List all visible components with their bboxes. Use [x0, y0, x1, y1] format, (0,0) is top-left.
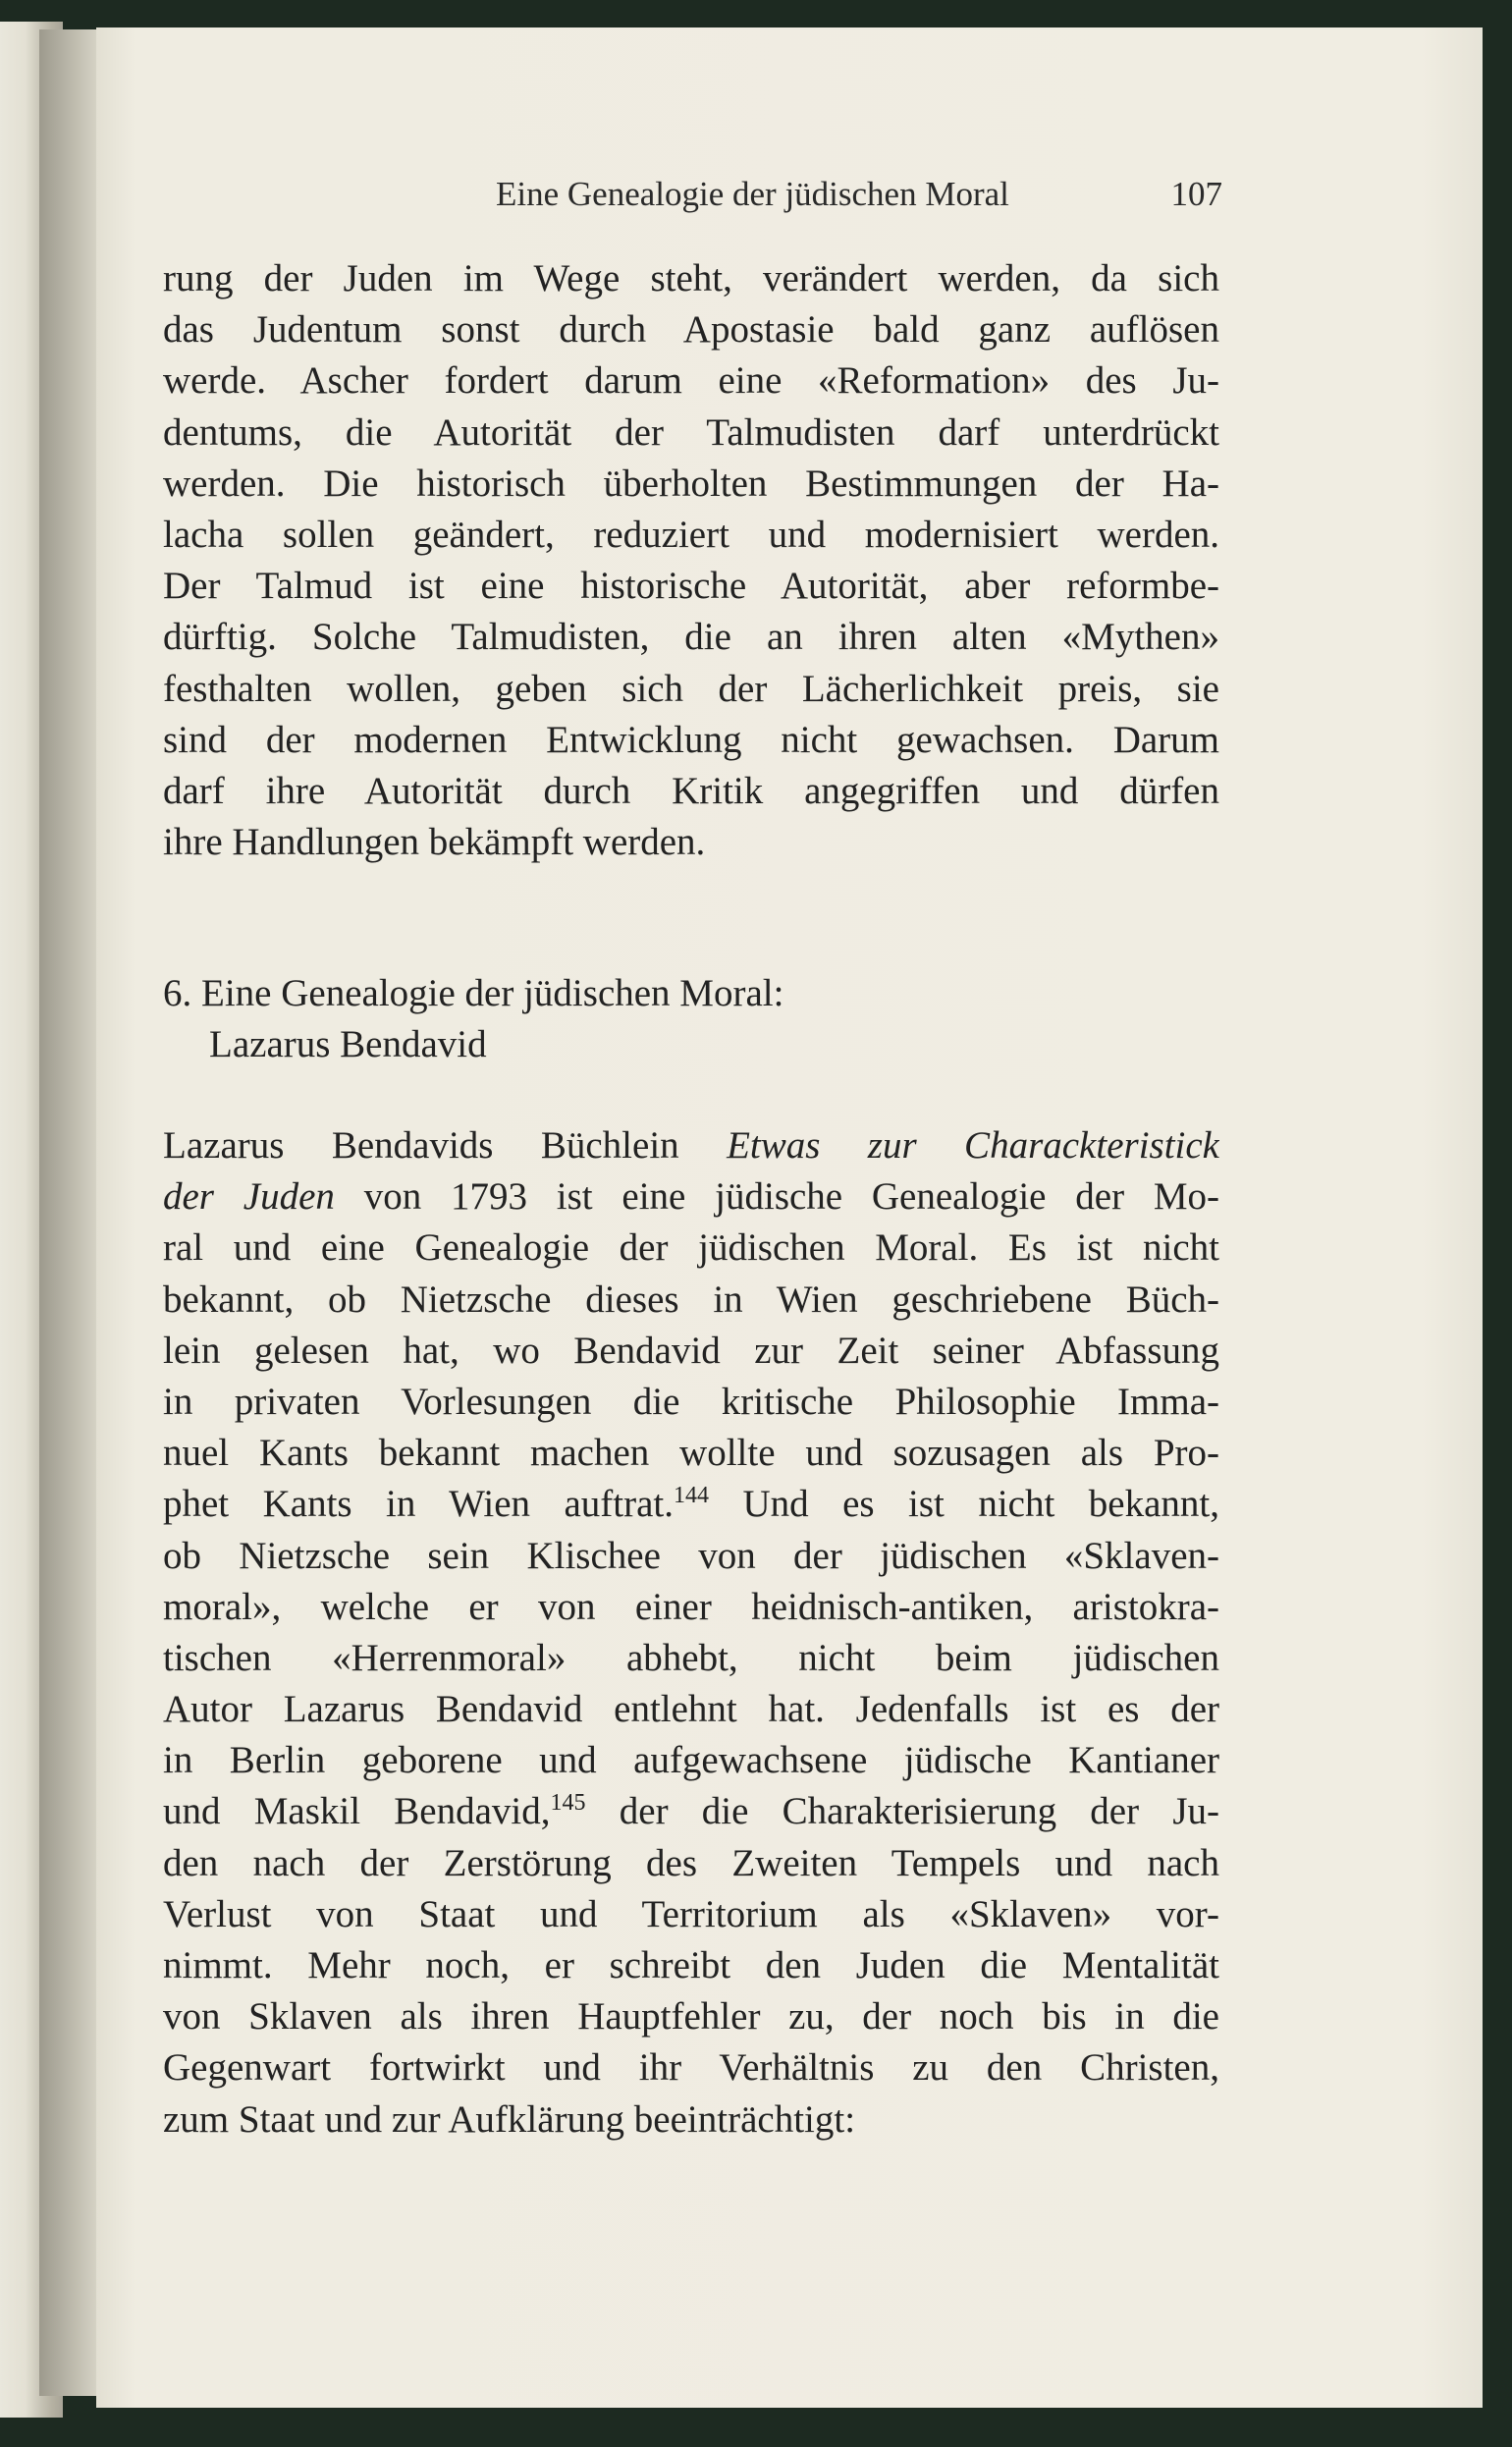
text-line	[163, 1171, 1219, 1223]
text-run: Und es ist nicht bekannt,	[709, 1483, 1219, 1526]
text-line	[163, 1120, 1219, 1171]
section-subtitle: Lazarus Bendavid	[209, 1023, 487, 1066]
text-line: ral und eine Genealogie der jüdischen Moral. Es ist nicht	[163, 1226, 1219, 1270]
text-line: zum Staat und zur Aufklärung beeinträchtigt:	[163, 2097, 856, 2141]
section-number: 6.	[163, 972, 192, 1014]
text-line: lein gelesen hat, wo Bendavid zur Zeit seiner Abfassung	[163, 1329, 1219, 1372]
text-line: ob Nietzsche sein Klischee von der jüdischen «Sklaven-	[163, 1534, 1219, 1577]
text-line: rung der Juden im Wege steht, verändert werden, da sich	[163, 257, 1219, 299]
text-line: bekannt, ob Nietzsche dieses in Wien geschriebene Büch-	[163, 1278, 1219, 1321]
text-line: ihre Handlungen bekämpft werden.	[163, 821, 706, 864]
text-line: Der Talmud ist eine historische Autorität, aber reformbe-	[163, 565, 1219, 608]
book-title-italic: der Juden	[163, 1175, 335, 1219]
footnote-mark-144: 144	[674, 1483, 710, 1509]
text-line: dentums, die Autorität der Talmudisten darf unterdrückt	[163, 410, 1219, 454]
text-line: nuel Kants bekannt machen wollte und sozusagen als Pro-	[163, 1432, 1219, 1475]
section-title: Eine Genealogie der jüdischen Moral:	[201, 972, 784, 1014]
text-run: Lazarus Bendavids Büchlein	[163, 1124, 728, 1167]
text-line: werde. Ascher fordert darum eine «Reformation» des Ju-	[163, 359, 1219, 403]
text-run: und Maskil Bendavid,	[163, 1790, 551, 1833]
text-run: der die Charakterisierung der Ju-	[585, 1790, 1219, 1833]
text-line: in privaten Vorlesungen die kritische Philosophie Imma-	[163, 1380, 1219, 1423]
text-line: das Judentum sonst durch Apostasie bald ganz auflösen	[163, 308, 1219, 352]
text-line: in Berlin geborene und aufgewachsene jüdische Kantianer	[163, 1739, 1219, 1782]
text-line: werden. Die historisch überholten Bestimmungen der Ha-	[163, 462, 1219, 505]
footnote-mark-145: 145	[550, 1790, 586, 1817]
text-line: festhalten wollen, geben sich der Lächerlichkeit preis, sie	[163, 667, 1219, 710]
text-line: nimmt. Mehr noch, er schreibt den Juden die Mentalität	[163, 1944, 1219, 1986]
text-line: dürftig. Solche Talmudisten, die an ihren alten «Mythen»	[163, 616, 1219, 659]
text-line: den nach der Zerstörung des Zweiten Tempels und nach	[163, 1841, 1219, 1884]
text-line	[163, 1786, 1219, 1837]
text-line: Verlust von Staat und Territorium als «Sklaven» vor-	[163, 1892, 1219, 1935]
section-heading-line-1	[163, 968, 1219, 1019]
text-line	[163, 1479, 1219, 1530]
running-head-title: Eine Genealogie der jüdischen Moral	[496, 175, 1009, 213]
paragraph-1	[163, 253, 1219, 868]
text-line: tischen «Herrenmoral» abhebt, nicht beim jüdischen	[163, 1636, 1219, 1679]
section-heading	[163, 968, 1219, 1070]
text-run: von 1793 ist eine jüdische Genealogie der Mo-	[334, 1175, 1219, 1219]
book-title-italic: Etwas zur Charackteristick	[727, 1124, 1219, 1167]
book-gutter	[39, 29, 98, 2396]
page-number: 107	[1170, 175, 1222, 213]
text-line: lacha sollen geändert, reduziert und modernisiert werden.	[163, 513, 1219, 556]
text-run: phet Kants in Wien auftrat.	[163, 1483, 675, 1526]
text-line: Gegenwart fortwirkt und ihr Verhältnis zu den Christen,	[163, 2046, 1219, 2090]
text-line: moral», welche er von einer heidnisch-antiken, aristokra-	[163, 1585, 1219, 1628]
paragraph-2	[163, 1120, 1219, 2146]
text-line: Autor Lazarus Bendavid entlehnt hat. Jedenfalls ist es der	[163, 1688, 1219, 1731]
running-head	[496, 175, 1222, 224]
text-line: darf ihre Autorität durch Kritik angegriffen und dürfen	[163, 769, 1219, 812]
text-line: sind der modernen Entwicklung nicht gewachsen. Darum	[163, 718, 1219, 761]
text-line: von Sklaven als ihren Hauptfehler zu, der noch bis in die	[163, 1995, 1219, 2039]
